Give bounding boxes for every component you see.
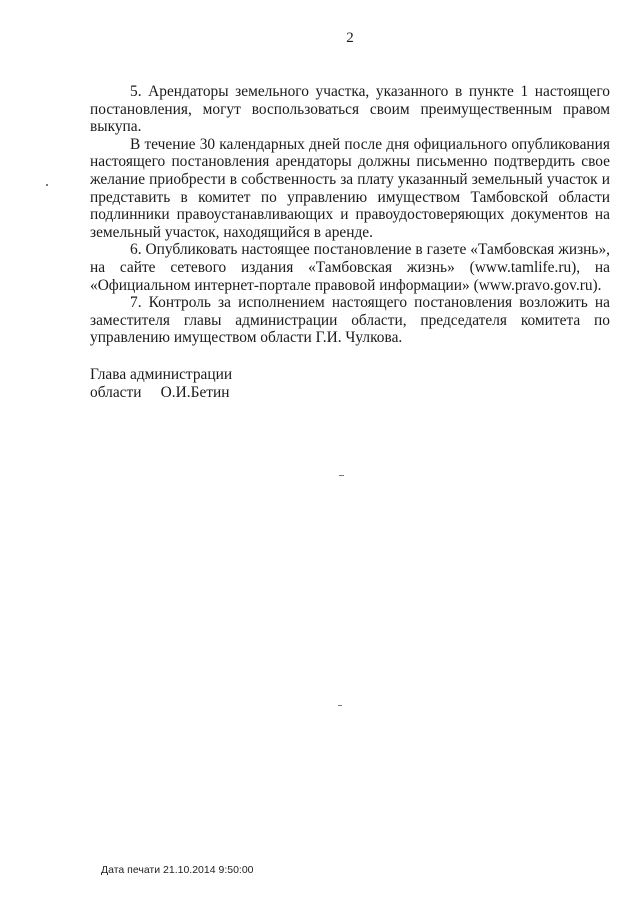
signature-block [90, 366, 232, 401]
paragraph-5-continuation: В течение 30 календарных дней после дня официального опубликования настоящего постановления арендаторы должны письменно подтвердить свое желание приобрести в собственность за плату указанный земельный участок и представить в комитет по управлению имуществом Тамбовской области подлинники правоустанавливающих и правоудостоверяющих документов на земельный участок, находящийся в аренде. [90, 135, 610, 241]
scan-speck [338, 705, 342, 706]
page-number: 2 [346, 30, 354, 46]
signature-title: Глава администрации [90, 366, 233, 383]
paragraph-5: 5. Арендаторы земельного участка, указанного в пункте 1 настоящего постановления, могут воспользоваться своим преимущественным правом выкупа. [90, 83, 610, 136]
print-date-footer: Дата печати 21.10.2014 9:50:00 [101, 864, 254, 876]
document-body [90, 83, 610, 347]
scan-speck [339, 475, 344, 476]
scan-speck [46, 184, 48, 186]
paragraph-7: 7. Контроль за исполнением настоящего постановления возложить на заместителя главы администрации области, председателя комитета по управлению имуществом области Г.И. Чулкова. [90, 294, 610, 347]
signature-name: области О.И.Бетин [90, 383, 230, 401]
paragraph-6: 6. Опубликовать настоящее постановление в газете «Тамбовская жизнь», на сайте сетевого издания «Тамбовская жизнь» (www.tamlife.ru), на «Официальном интернет-портале правовой информации» (www.pravo.gov.ru). [90, 241, 610, 294]
